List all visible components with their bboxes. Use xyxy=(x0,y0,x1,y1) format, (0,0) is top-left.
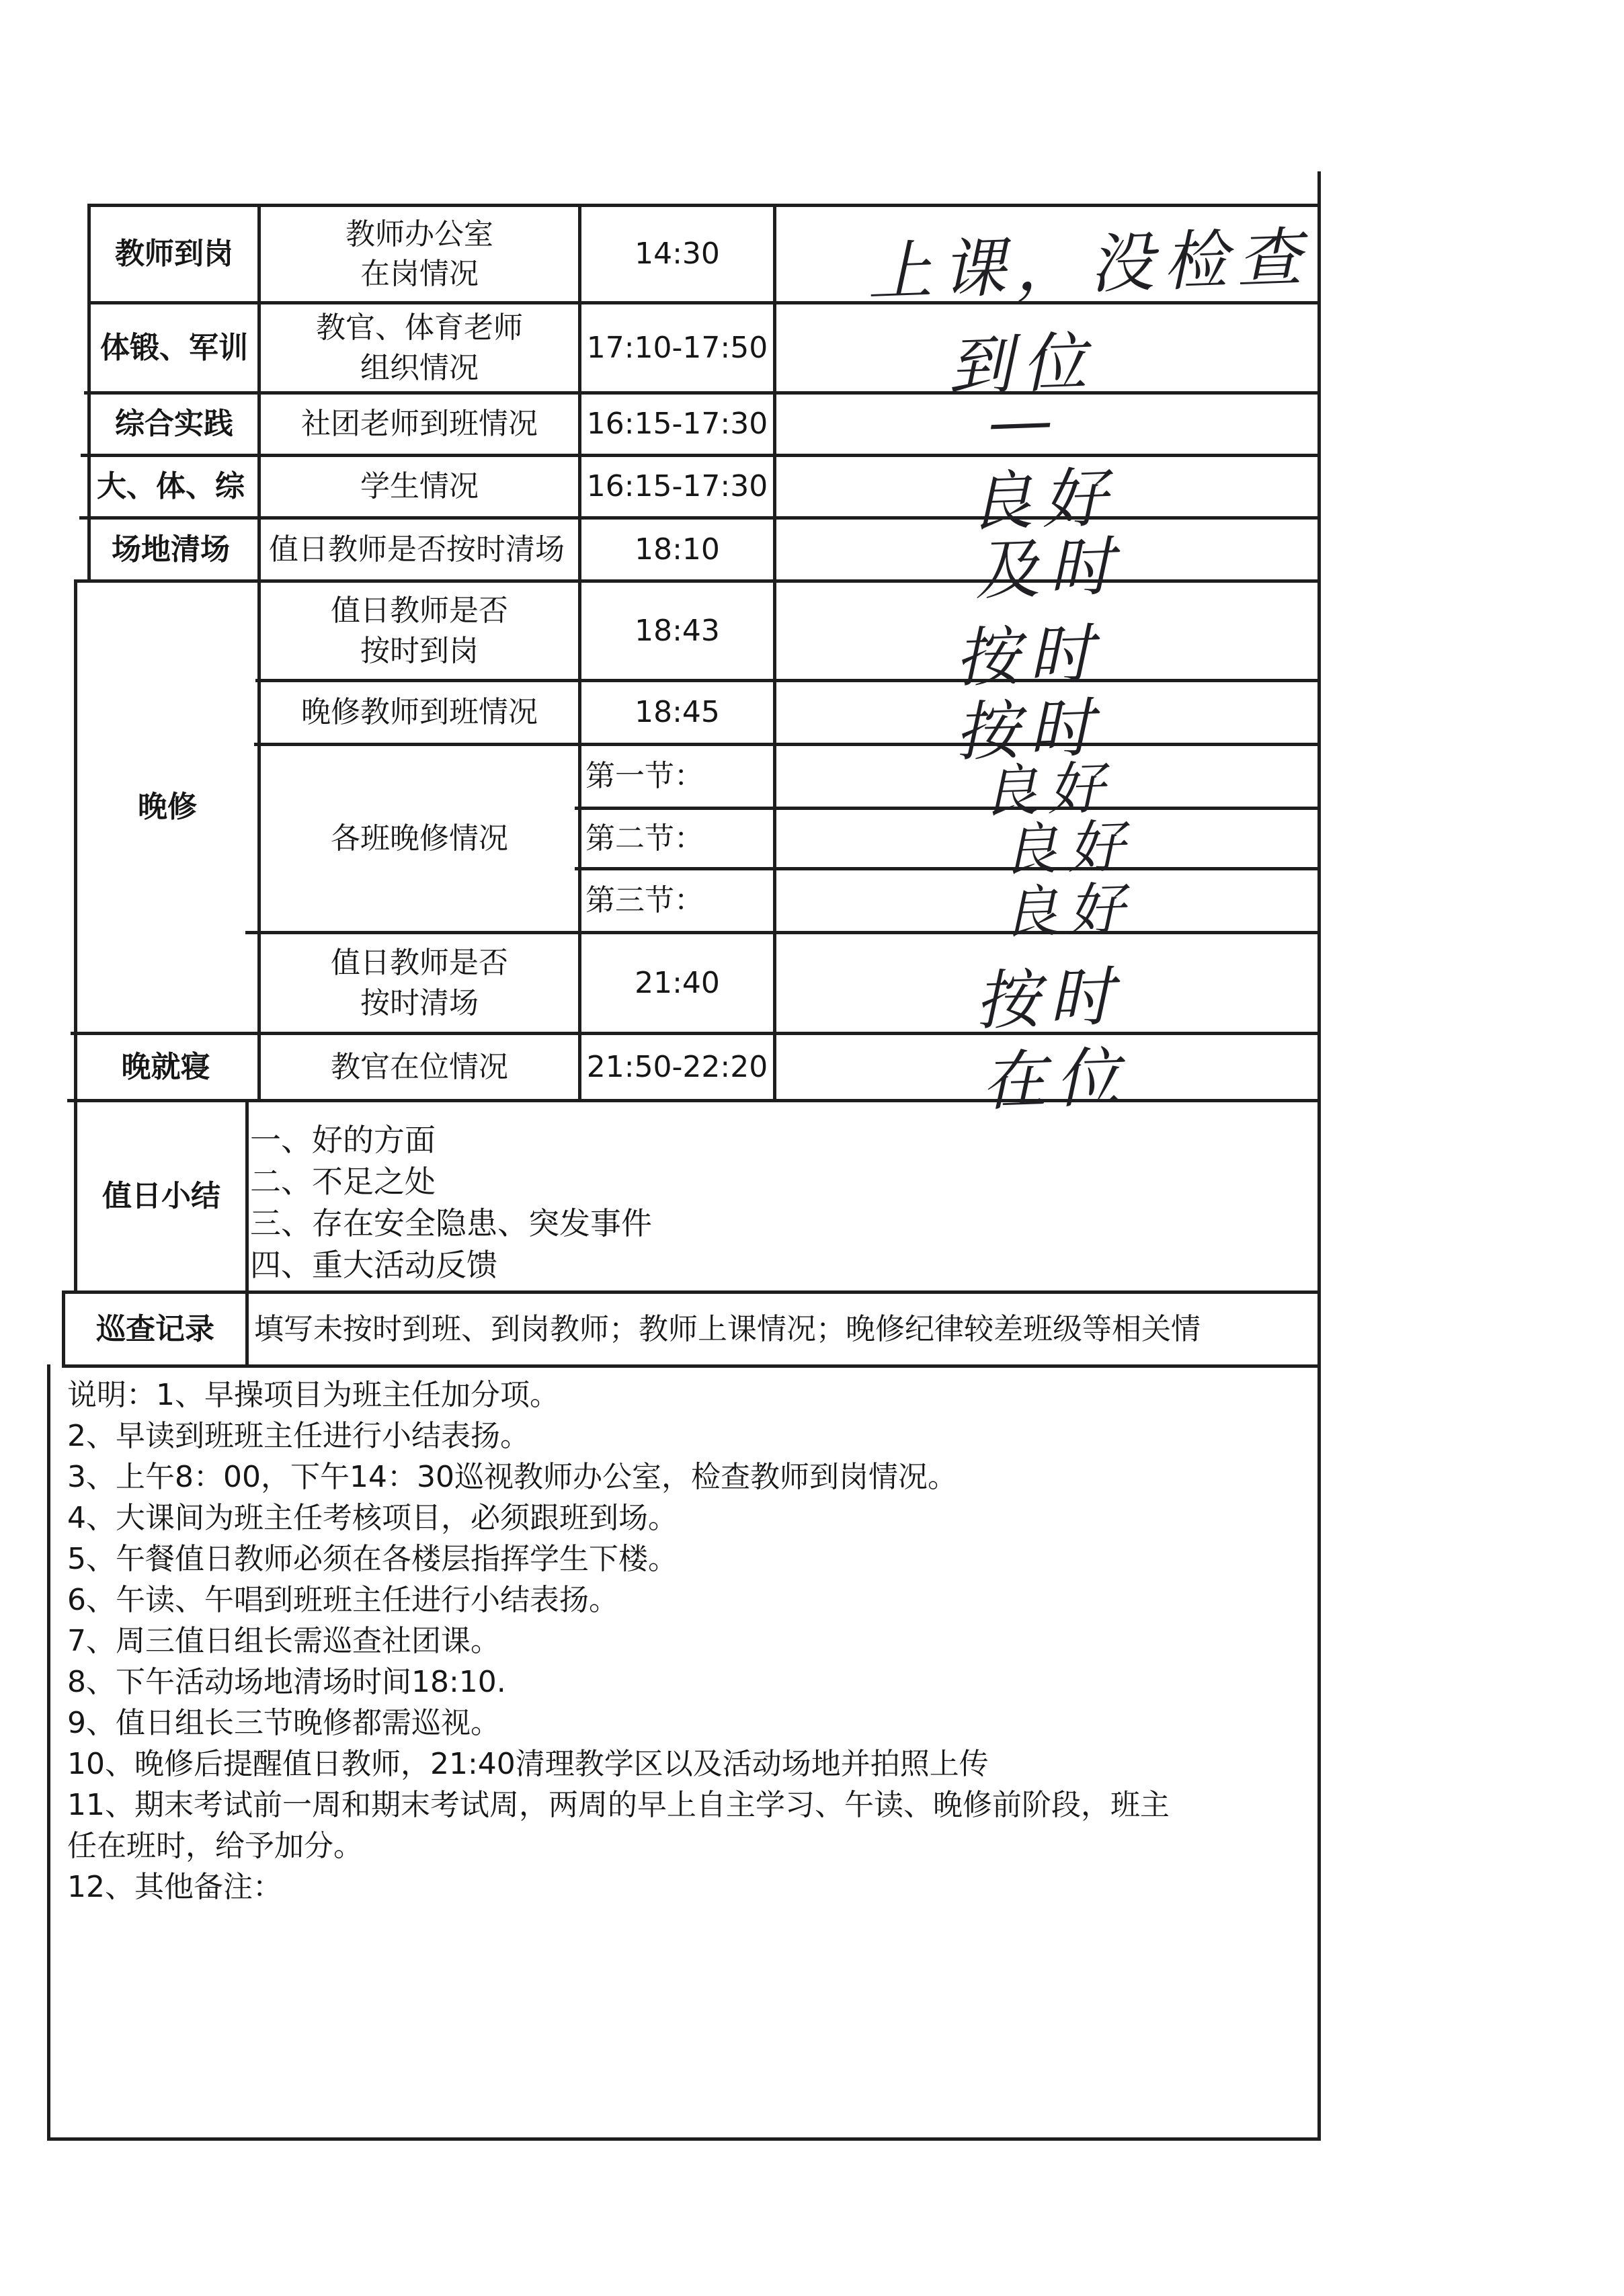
time-cell: 21:40 xyxy=(635,965,720,1000)
summary-item: 一、好的方面 xyxy=(250,1122,436,1158)
item-line: 组织情况 xyxy=(360,350,479,385)
handwritten-result: — xyxy=(987,382,1063,460)
note-line: 11、期末考试前一周和期末考试周，两周的早上自主学习、午读、晚修前阶段，班主 xyxy=(67,1788,1170,1822)
note-line: 3、上午8：00，下午14：30巡视教师办公室，检查教师到岗情况。 xyxy=(67,1460,957,1494)
item-line: 值日教师是否 xyxy=(331,593,508,628)
category-students: 大、体、综 xyxy=(97,469,245,504)
note-line: 任在班时，给予加分。 xyxy=(67,1829,363,1863)
handwritten-result: 良好 xyxy=(980,754,1114,825)
category-patrol-record: 巡查记录 xyxy=(96,1311,214,1346)
border-right xyxy=(1317,171,1321,2141)
handwritten-result: 良好 xyxy=(1000,813,1135,884)
note-line: 说明：1、早操项目为班主任加分项。 xyxy=(67,1378,559,1412)
item-instructor-organization xyxy=(261,304,578,391)
note-line: 6、午读、午唱到班班主任进行小结表扬。 xyxy=(67,1583,618,1617)
column-divider xyxy=(773,204,776,1101)
handwritten-result: 良好 xyxy=(1000,875,1135,946)
item-club-teacher: 社团老师到班情况 xyxy=(301,407,538,442)
note-line: 8、下午活动场地清场时间18:10. xyxy=(67,1665,506,1699)
item-instructor-present: 教官在位情况 xyxy=(331,1049,508,1084)
handwritten-result: 按时 xyxy=(973,958,1125,1039)
note-line: 4、大课间为班主任考核项目，必须跟班到场。 xyxy=(67,1501,678,1535)
border-left xyxy=(47,1364,50,2141)
summary-item: 三、存在安全隐患、突发事件 xyxy=(250,1205,652,1241)
note-line: 10、晚修后提醒值日教师，21:40清理教学区以及活动场地并拍照上传 xyxy=(67,1747,989,1781)
note-line: 2、早读到班班主任进行小结表扬。 xyxy=(67,1419,530,1453)
item-field-clear: 值日教师是否按时清场 xyxy=(269,532,565,567)
item-student-status: 学生情况 xyxy=(360,469,479,504)
summary-item: 二、不足之处 xyxy=(250,1163,436,1200)
handwritten-result: 良好 xyxy=(967,460,1118,540)
note-line: 9、值日组长三节晚修都需巡视。 xyxy=(67,1706,500,1740)
category-daily-summary: 值日小结 xyxy=(102,1179,220,1214)
handwritten-result: 按时 xyxy=(953,616,1104,696)
time-cell: 18:45 xyxy=(635,695,720,730)
item-line: 在岗情况 xyxy=(360,257,479,291)
handwritten-result: 及时 xyxy=(973,528,1125,609)
handwritten-result: 上课，没检查 xyxy=(866,219,1313,311)
handwritten-result: 在位 xyxy=(980,1039,1131,1120)
item-office-attendance xyxy=(261,207,578,301)
note-line: 12、其他备注： xyxy=(67,1870,282,1904)
row-divider xyxy=(62,1364,1317,1368)
summary-item: 四、重大活动反馈 xyxy=(250,1247,497,1283)
category-exercise: 体锻、军训 xyxy=(100,330,248,365)
category-practice: 综合实践 xyxy=(115,407,233,442)
time-cell: 18:43 xyxy=(635,613,720,648)
item-line: 值日教师是否 xyxy=(331,946,508,981)
category-evening-study: 晚修 xyxy=(138,790,197,825)
patrol-instructions: 填写未按时到班、到岗教师；教师上课情况；晚修纪律较差班级等相关情 xyxy=(254,1311,1201,1346)
time-cell: 16:15-17:30 xyxy=(586,469,768,504)
period-label: 第三节： xyxy=(585,883,704,918)
handwritten-result: 按时 xyxy=(953,690,1104,770)
table-border-bottom xyxy=(47,2137,1317,2141)
column-divider xyxy=(245,1099,249,1368)
time-cell: 18:10 xyxy=(635,532,720,567)
time-cell: 14:30 xyxy=(635,237,720,272)
item-duty-teacher-on-time xyxy=(261,583,578,679)
handwritten-result: 到位 xyxy=(946,324,1098,405)
item-line: 按时到岗 xyxy=(360,633,479,668)
item-line: 教官、体育老师 xyxy=(316,311,523,345)
period-label: 第二节： xyxy=(585,821,704,856)
item-evening-teacher: 晚修教师到班情况 xyxy=(301,695,538,730)
time-cell: 21:50-22:20 xyxy=(586,1049,768,1084)
item-line: 教师办公室 xyxy=(346,216,493,251)
time-cell: 16:15-17:30 xyxy=(586,407,768,442)
category-teacher-attendance: 教师到岗 xyxy=(115,237,233,272)
period-label: 第一节： xyxy=(585,759,704,794)
category-bedtime: 晚就寝 xyxy=(121,1049,210,1084)
item-line: 按时清场 xyxy=(360,985,479,1020)
item-duty-teacher-clearance xyxy=(261,934,578,1032)
category-field-clear: 场地清场 xyxy=(112,532,230,567)
note-line: 7、周三值日组长需巡查社团课。 xyxy=(67,1624,500,1658)
note-line: 5、午餐值日教师必须在各楼层指挥学生下楼。 xyxy=(67,1542,678,1576)
time-cell: 17:10-17:50 xyxy=(586,330,768,365)
item-class-evening-status: 各班晚修情况 xyxy=(331,821,508,856)
